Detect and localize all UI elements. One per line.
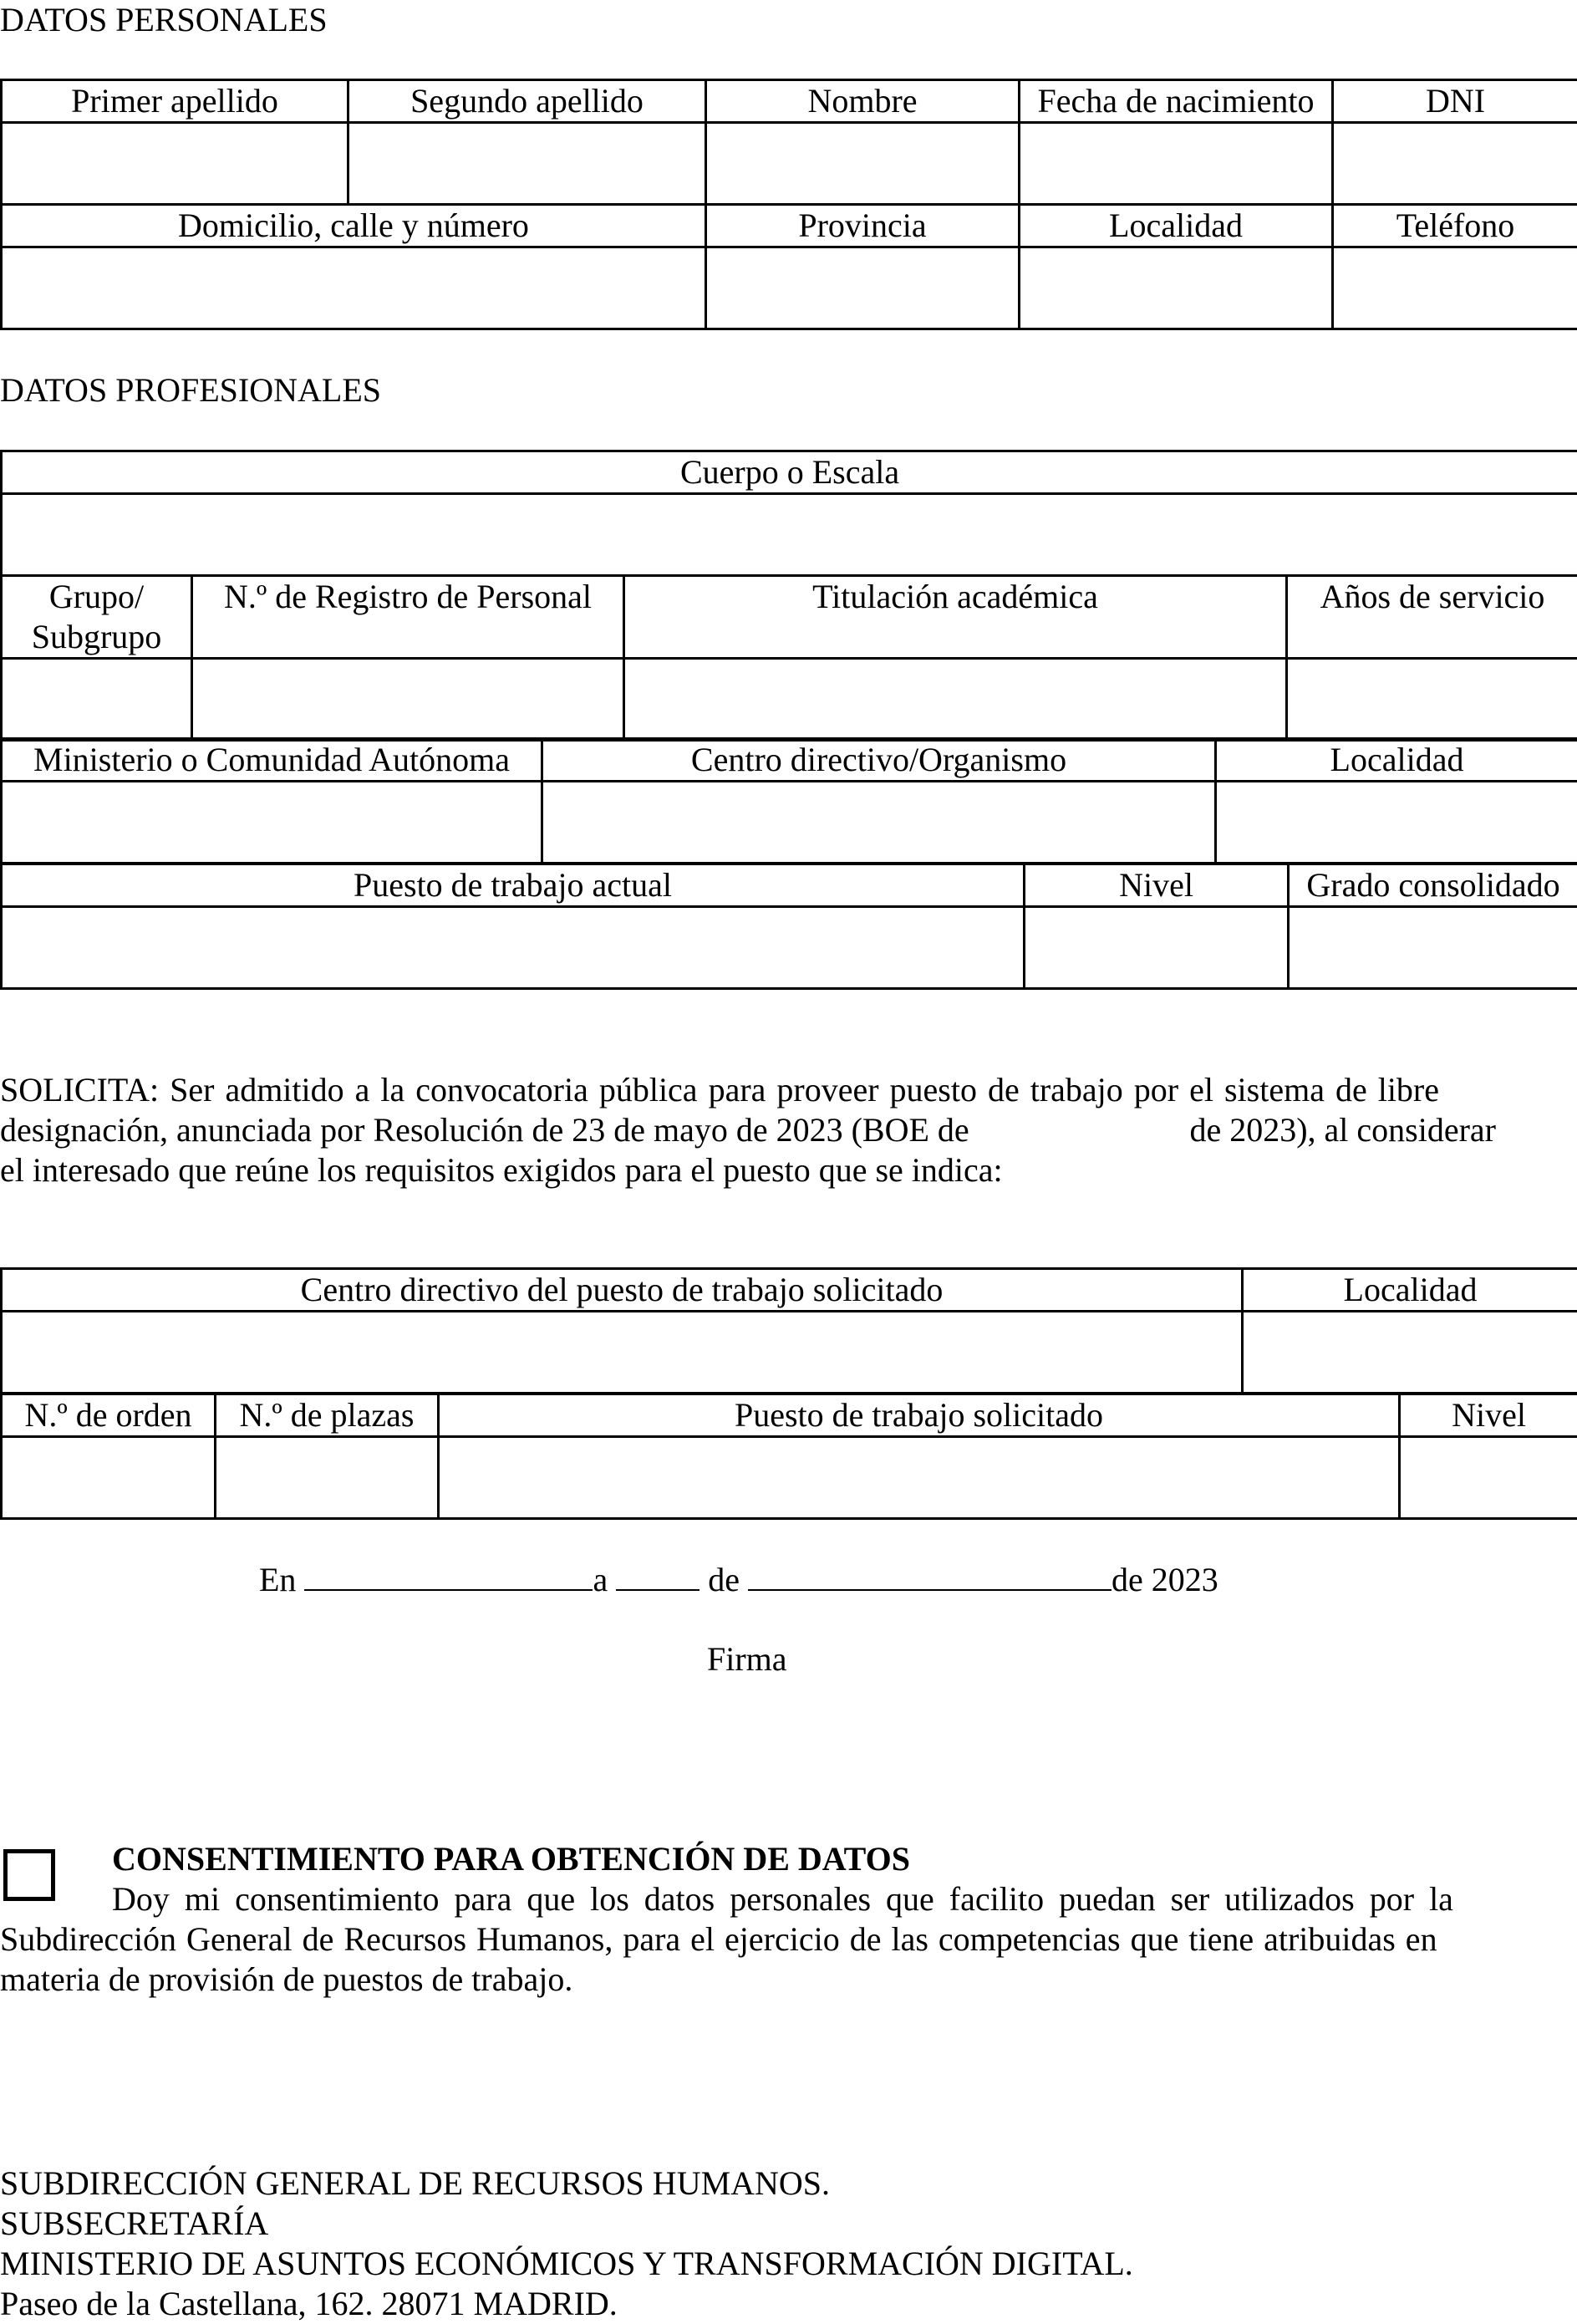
date-place-field[interactable] — [304, 1564, 593, 1591]
label-puesto-solicitado: Puesto de trabajo solicitado — [439, 1394, 1400, 1437]
input-cuerpo-escala[interactable] — [2, 494, 1577, 576]
label-centro-directivo: Centro directivo/Organismo — [542, 739, 1216, 782]
date-day-field[interactable] — [616, 1564, 699, 1591]
professional-puesto-table — [0, 863, 1577, 990]
solicita-line2b-text: de 2023), al considerar — [1189, 1110, 1496, 1150]
consent-title: CONSENTIMIENTO PARA OBTENCIÓN DE DATOS — [112, 1839, 910, 1879]
label-localidad-prof: Localidad — [1216, 739, 1577, 782]
input-domicilio[interactable] — [2, 247, 706, 329]
input-nivel-solicitado[interactable] — [1400, 1437, 1577, 1519]
solicita-paragraph — [0, 1070, 1496, 1190]
input-ministerio[interactable] — [2, 782, 542, 864]
consent-line1-text: Doy mi consentimiento para que los datos personales que facilito puedan ser utilizados por la — [112, 1879, 1453, 1919]
input-grado-consolidado[interactable] — [1289, 907, 1577, 989]
date-a-label: a — [593, 1561, 608, 1598]
label-localidad-solicitada: Localidad — [1243, 1269, 1577, 1312]
label-dni: DNI — [1333, 80, 1577, 123]
input-localidad-solicitada[interactable] — [1243, 1312, 1577, 1394]
label-grado-consolidado: Grado consolidado — [1289, 864, 1577, 907]
input-numero-plazas[interactable] — [216, 1437, 439, 1519]
requested-puesto-table — [0, 1393, 1577, 1520]
date-month-field[interactable] — [748, 1564, 1112, 1591]
solicita-line-2 — [0, 1110, 1496, 1150]
consent-paragraph — [0, 1879, 1496, 2000]
consent-line-1 — [0, 1879, 1496, 1919]
input-fecha-nacimiento[interactable] — [1020, 123, 1333, 205]
label-nombre: Nombre — [706, 80, 1020, 123]
label-numero-plazas: N.º de plazas — [216, 1394, 439, 1437]
signature-label: Firma — [707, 1639, 787, 1679]
label-registro-personal: N.º de Registro de Personal — [192, 576, 624, 659]
label-numero-orden: N.º de orden — [2, 1394, 216, 1437]
input-titulacion[interactable] — [624, 659, 1287, 741]
input-numero-orden[interactable] — [2, 1437, 216, 1519]
input-provincia[interactable] — [706, 247, 1020, 329]
professional-ministerio-table — [0, 737, 1577, 864]
consent-line-2 — [0, 1919, 1496, 1960]
date-de-label: de — [708, 1561, 740, 1598]
footer-line-1: SUBDIRECCIÓN GENERAL DE RECURSOS HUMANOS. — [0, 2163, 1133, 2204]
label-titulacion: Titulación académica — [624, 576, 1287, 659]
input-anos-servicio[interactable] — [1287, 659, 1577, 741]
section-title-professional: DATOS PROFESIONALES — [0, 370, 381, 410]
label-grupo-line1: Grupo/ — [49, 578, 144, 615]
solicita-line-3: el interesado que reúne los requisitos exigidos para el puesto que se indica: — [0, 1150, 1496, 1190]
consent-line2-text: Subdirección General de Recursos Humanos, para el ejercicio de las competencias que tiene atribuidas en — [0, 1919, 1437, 1960]
label-centro-solicitado: Centro directivo del puesto de trabajo solicitado — [2, 1269, 1243, 1312]
input-centro-solicitado[interactable] — [2, 1312, 1243, 1394]
requested-centro-table — [0, 1267, 1577, 1394]
date-en-label: En — [259, 1561, 296, 1598]
label-cuerpo-escala: Cuerpo o Escala — [2, 451, 1577, 494]
date-line — [259, 1560, 1218, 1600]
label-grupo-subgrupo — [2, 576, 192, 659]
label-domicilio: Domicilio, calle y número — [2, 205, 706, 247]
label-telefono: Teléfono — [1333, 205, 1577, 247]
input-telefono[interactable] — [1333, 247, 1577, 329]
solicita-line2a-text: designación, anunciada por Resolución de 23 de mayo de 2023 (BOE de — [0, 1110, 969, 1150]
footer-line-4: Paseo de la Castellana, 162. 28071 MADRID. — [0, 2284, 1133, 2324]
label-provincia: Provincia — [706, 205, 1020, 247]
label-ministerio: Ministerio o Comunidad Autónoma — [2, 739, 542, 782]
label-fecha-nacimiento: Fecha de nacimiento — [1020, 80, 1333, 123]
solicita-line-1 — [0, 1070, 1496, 1110]
input-primer-apellido[interactable] — [2, 123, 348, 205]
input-dni[interactable] — [1333, 123, 1577, 205]
input-localidad-prof[interactable] — [1216, 782, 1577, 864]
personal-data-table — [0, 79, 1577, 330]
input-puesto-solicitado[interactable] — [439, 1437, 1400, 1519]
label-nivel-actual: Nivel — [1025, 864, 1289, 907]
input-localidad[interactable] — [1020, 247, 1333, 329]
consent-line-3: materia de provisión de puestos de trabajo. — [0, 1960, 1496, 2000]
footer-line-3: MINISTERIO DE ASUNTOS ECONÓMICOS Y TRANSFORMACIÓN DIGITAL. — [0, 2244, 1133, 2284]
label-anos-servicio: Años de servicio — [1287, 576, 1577, 659]
section-title-personal: DATOS PERSONALES — [0, 0, 328, 40]
input-nivel-actual[interactable] — [1025, 907, 1289, 989]
date-year-label: de 2023 — [1112, 1561, 1218, 1598]
label-primer-apellido: Primer apellido — [2, 80, 348, 123]
label-puesto-actual: Puesto de trabajo actual — [2, 864, 1025, 907]
input-nombre[interactable] — [706, 123, 1020, 205]
footer-line-2: SUBSECRETARÍA — [0, 2204, 1133, 2244]
label-localidad: Localidad — [1020, 205, 1333, 247]
label-grupo-line2: Subgrupo — [32, 618, 162, 655]
label-segundo-apellido: Segundo apellido — [348, 80, 706, 123]
input-registro-personal[interactable] — [192, 659, 624, 741]
input-puesto-actual[interactable] — [2, 907, 1025, 989]
solicita-line1-text: SOLICITA: Ser admitido a la convocatoria pública para proveer puesto de trabajo por el sistema de libre — [0, 1070, 1439, 1110]
label-nivel-solicitado: Nivel — [1400, 1394, 1577, 1437]
input-grupo-subgrupo[interactable] — [2, 659, 192, 741]
professional-cuerpo-table — [0, 450, 1577, 742]
input-segundo-apellido[interactable] — [348, 123, 706, 205]
input-centro-directivo[interactable] — [542, 782, 1216, 864]
footer-address — [0, 2163, 1133, 2324]
